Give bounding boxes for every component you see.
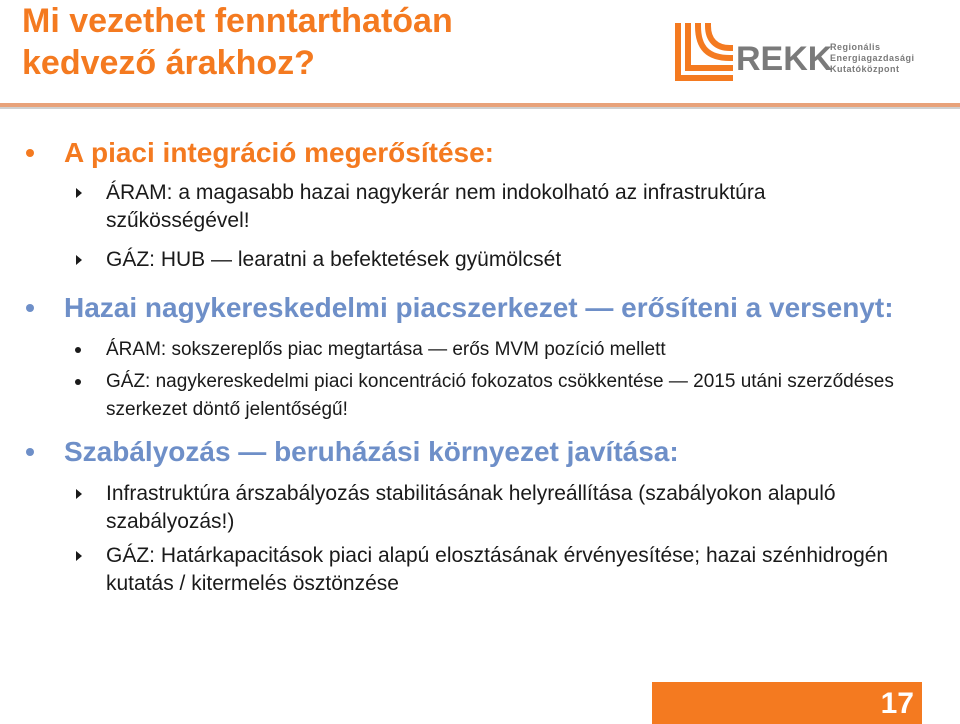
section-heading-text: Hazai nagykereskedelmi piacszerkezet — erősíteni a versenyt: [64, 292, 894, 323]
list-item [0, 368, 900, 424]
list-item-text: GÁZ: Határkapacitások piaci alapú elosztásának érvényesítése; hazai szénhidrogén kutatás / kitermelés ösztönzése [106, 544, 889, 595]
bullet-dot-icon [26, 304, 34, 312]
rekk-logo-mark-icon [668, 18, 938, 88]
list-item [0, 542, 900, 598]
section-heading [0, 434, 920, 470]
list-item [0, 179, 900, 235]
slide-title [22, 0, 453, 84]
bullet-triangle-icon [76, 188, 82, 198]
title-divider [0, 103, 960, 109]
list-item-text: GÁZ: HUB — learatni a befektetések gyümölcsét [106, 248, 562, 271]
slide-title-line2: kedvező árakhoz? [22, 44, 315, 82]
section-heading-text: Szabályozás — beruházási környezet javítása: [64, 436, 679, 467]
rekk-logo [668, 18, 938, 88]
list-item [0, 480, 900, 536]
page-number: 17 [880, 687, 914, 720]
list-item-text: ÁRAM: a magasabb hazai nagykerár nem indokolható az infrastruktúra szűkösségével! [106, 181, 766, 232]
list-item-text: ÁRAM: sokszereplős piac megtartása — erős MVM pozíció mellett [106, 339, 666, 360]
list-item [0, 336, 900, 364]
page-number-badge [652, 682, 922, 724]
list-item-text: Infrastruktúra árszabályozás stabilitásának helyreállítása (szabályokon alapuló szabályozás!) [106, 482, 836, 533]
list-item-text: GÁZ: nagykereskedelmi piaci koncentráció fokozatos csökkentése — 2015 utáni szerződéses szerkezet döntő jelentőségű! [106, 371, 894, 420]
logo-subtitle-line3: Kutatóközpont [830, 64, 900, 74]
bullet-dot-icon [26, 448, 34, 456]
section-heading [0, 290, 920, 326]
logo-wordmark: REKK [736, 40, 833, 78]
list-item [0, 246, 900, 274]
bullet-triangle-icon [76, 551, 82, 561]
bullet-dot-icon [75, 379, 81, 385]
bullet-triangle-icon [76, 255, 82, 265]
section-heading-text: A piaci integráció megerősítése: [64, 137, 494, 168]
bullet-dot-icon [75, 347, 81, 353]
slide-title-line1: Mi vezethet fenntarthatóan [22, 2, 453, 40]
logo-subtitle-line2: Energiagazdasági [830, 53, 915, 63]
logo-subtitle-line1: Regionális [830, 42, 881, 52]
bullet-triangle-icon [76, 489, 82, 499]
slide-body [0, 135, 960, 598]
bullet-dot-icon [26, 149, 34, 157]
section-heading [0, 135, 920, 171]
